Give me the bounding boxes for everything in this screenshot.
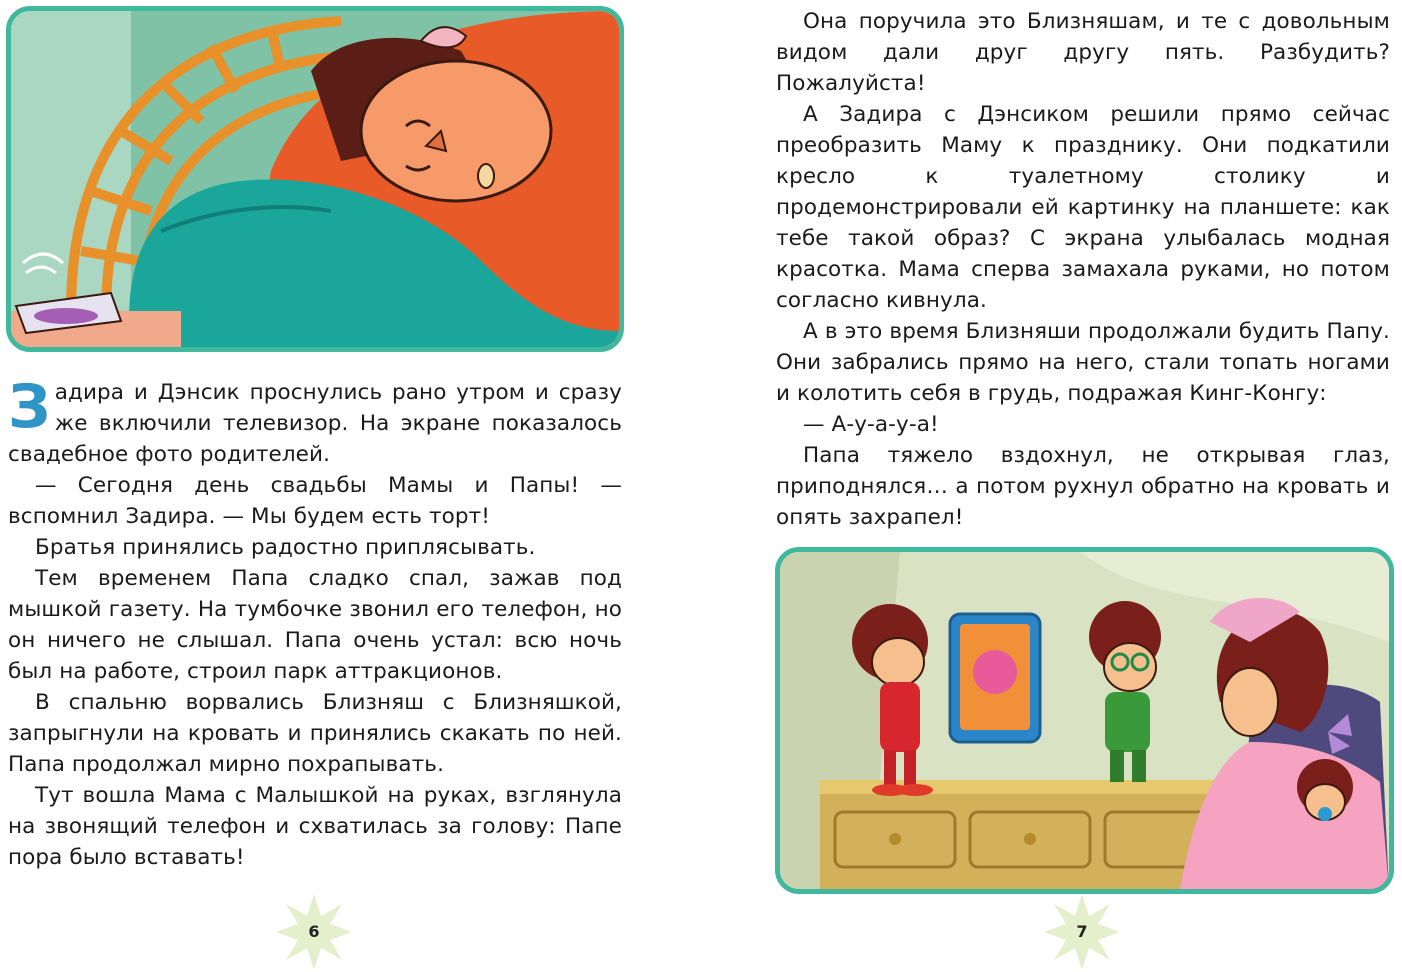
paragraph: Она поручила это Близняшам, и те с довольным видом дали друг другу пять. Разбудить? Пожалуйста! [776, 9, 1390, 96]
page-number-text: 6 [308, 922, 320, 941]
paragraph: Тут вошла Мама с Малышкой на руках, взглянула на звонящий телефон и схватилась за голову: Папе пора было вставать! [8, 783, 622, 870]
illustration-tablet-makeover [775, 547, 1394, 894]
paragraph-text: адира и Дэнсик проснулись рано утром и сразу же включили телевизор. На экране показалось свадебное фото родителей. [8, 380, 622, 467]
paragraph [8, 372, 622, 470]
drop-cap: З [8, 372, 51, 442]
page-number-text: 7 [1076, 922, 1088, 941]
paragraph: Папа тяжело вздохнул, не открывая глаз, приподнялся… а потом рухнул обратно на кровать и опять захрапел! [776, 443, 1390, 530]
paragraph: А Задира с Дэнсиком решили прямо сейчас преобразить Маму к празднику. Они подкатили кресло к туалетному столику и продемонстрировали ей картинку на планшете: как тебе такой образ? С экрана улыбалась модная красотка. Мама сперва замахала руками, но потом согласно кивнула. [776, 102, 1390, 313]
paragraph: Братья принялись радостно приплясывать. [35, 535, 536, 560]
paragraph: — А-у-а-у-а! [803, 412, 939, 437]
paragraph: Тем временем Папа сладко спал, зажав под мышкой газету. На тумбочке звонил его телефон, но он ничего не слышал. Папа очень устал: всю ночь был на работе, строил парк аттракционов. [8, 566, 622, 684]
paragraph: А в это время Близняши продолжали будить Папу. Они забрались прямо на него, стали топать ногами и колотить себя в грудь, подражая Кинг-Конгу: [776, 319, 1390, 406]
illustration-sleeping-dad [6, 6, 624, 352]
page-number-left [274, 892, 354, 972]
left-page-text [8, 372, 622, 873]
right-page-text [776, 6, 1390, 533]
paragraph: В спальню ворвались Близняш с Близняшкой, запрыгнули на кровать и принялись скакать по ней. Папа продолжал мирно похрапывать. [8, 690, 622, 777]
paragraph: — Сегодня день свадьбы Мамы и Папы! — вспомнил Задира. — Мы будем есть торт! [8, 473, 622, 529]
page-number-right [1042, 892, 1122, 972]
